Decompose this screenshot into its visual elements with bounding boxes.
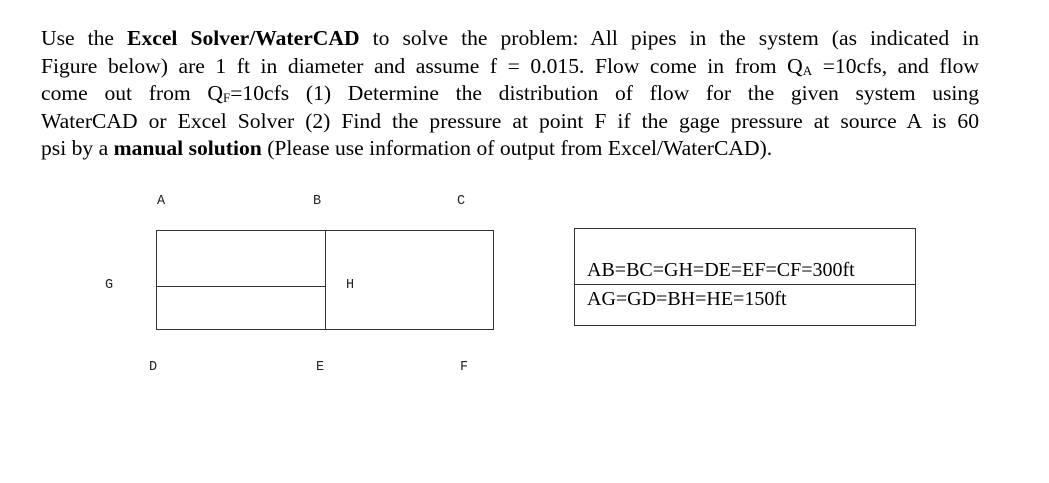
lengths-row-2: AG=GD=BH=HE=150ft	[587, 288, 787, 310]
pipe-lengths-table	[574, 228, 916, 326]
bold-text: Excel Solver/WaterCAD	[127, 26, 360, 50]
node-label-b: B	[313, 194, 322, 209]
node-label-f: F	[460, 360, 469, 375]
problem-statement	[41, 25, 979, 163]
text-span: (Please use information of output from Excel/WaterCAD).	[261, 136, 773, 160]
subscript: A	[802, 62, 813, 78]
node-label-g: G	[105, 278, 114, 293]
node-label-e: E	[316, 360, 325, 375]
node-label-h: H	[346, 278, 355, 293]
text-span: Use the	[41, 26, 128, 50]
text-span: Figure below) are 1 ft in diameter and assume f = 0.015. Flow come in from Q	[41, 53, 803, 78]
text-span: psi by a	[41, 136, 114, 160]
node-label-a: A	[157, 194, 166, 209]
text-span: =10cfs, and flow	[812, 53, 979, 78]
text-span: =10cfs (1) Determine the distribution of flow for the given system using	[230, 81, 979, 105]
node-label-c: C	[457, 194, 466, 209]
bold-text: manual solution	[113, 136, 262, 160]
node-label-d: D	[149, 360, 158, 375]
pipe-center-bhe	[325, 230, 326, 330]
problem-line-2	[41, 53, 979, 81]
pipe-left-agd	[156, 230, 157, 330]
problem-line-5	[41, 135, 979, 163]
pipe-right-cf	[493, 230, 494, 330]
text-span: come out from Q	[41, 81, 224, 105]
text-span: to solve the problem: All pipes in the system (as indicated in	[359, 26, 980, 50]
pipe-middle-gh	[156, 286, 326, 287]
lengths-row-1: AB=BC=GH=DE=EF=CF=300ft	[587, 259, 855, 281]
problem-line-1	[41, 25, 979, 53]
problem-line-4: WaterCAD or Excel Solver (2) Find the pressure at point F if the gage pressure at source A is 60	[41, 108, 979, 133]
table-divider	[575, 284, 915, 285]
subscript: F	[223, 90, 231, 105]
problem-line-3	[41, 80, 979, 108]
